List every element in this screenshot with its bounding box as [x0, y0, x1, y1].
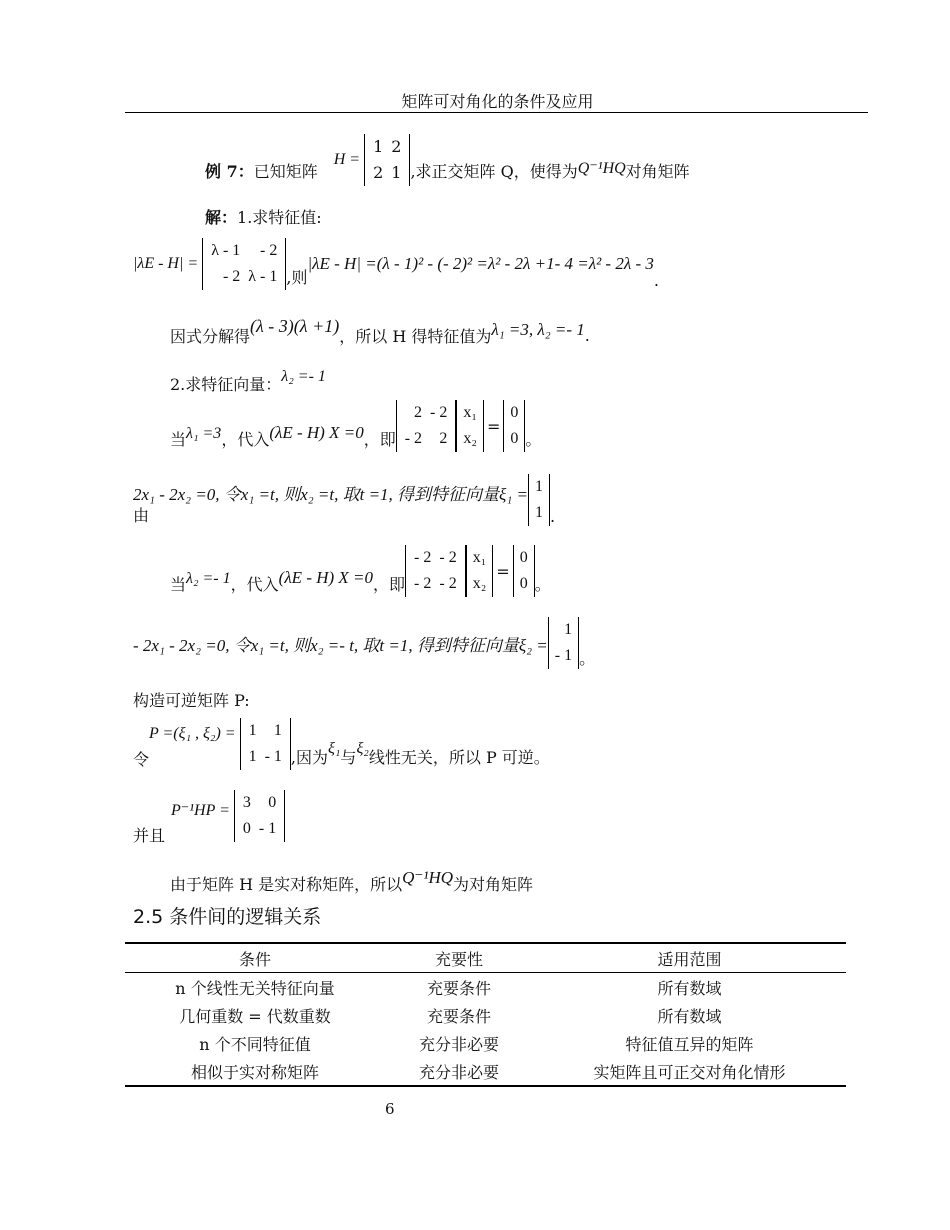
matrix-cell: x₂	[463, 430, 477, 447]
table-row	[125, 1057, 846, 1086]
char-det	[202, 238, 286, 290]
case2-vector	[466, 545, 494, 597]
matrix-cell: - 2	[439, 575, 457, 592]
period: .	[653, 271, 659, 290]
matrix-cell: 0	[510, 404, 519, 421]
matrix-cell: 2	[373, 163, 384, 182]
example-label: 例 7：	[205, 162, 254, 181]
case-sub: ，代入	[230, 575, 279, 594]
table-header-row	[125, 943, 846, 973]
xi2-vector	[548, 617, 579, 669]
period: 。	[579, 649, 596, 668]
matrix-cell: 1	[534, 478, 543, 495]
matrix-cell: 0	[242, 820, 251, 837]
char-poly-line	[133, 238, 659, 290]
table-cell: 实矩阵且可正交对角化情形	[593, 1062, 786, 1082]
matrix-cell: x₁	[472, 549, 487, 566]
xi1-symbol: ξ₁	[328, 740, 341, 757]
table-row	[125, 1029, 846, 1057]
example-text-c: 对角矩阵	[625, 162, 690, 181]
matrix-cell: - 2	[222, 268, 241, 285]
table-header: 条件	[238, 949, 271, 969]
table-cell: 相似于实对称矩阵	[190, 1062, 319, 1082]
p-text-c: 线性无关，所以 P 可逆。	[368, 748, 550, 767]
case-eq: (λE - H) X =0	[278, 568, 374, 587]
step1: 1.求特征值:	[237, 208, 322, 227]
eigvec1-expr: 2x₁ - 2x₂ =0, 令x₁ =t, 则x₂ =t, 取t =1, 得到特征向量ξ₁ =	[133, 484, 528, 504]
and-word: 并且	[133, 826, 166, 845]
section-title: 2.5 条件间的逻辑关系	[133, 906, 322, 928]
case-ie: ，即	[363, 430, 396, 449]
matrix-cell: - 2	[260, 242, 278, 259]
matrix-cell: 1	[391, 163, 402, 182]
example-text-b: ,求正交矩阵 Q，使得为	[410, 162, 578, 181]
case1-zero	[503, 400, 525, 452]
table-cell: n 个线性无关特征向量	[175, 978, 335, 998]
matrix-cell: 1	[534, 504, 543, 521]
conclusion-text-a: 由于矩阵 H 是实对称矩阵，所以	[170, 875, 403, 894]
php-label: P⁻¹HP =	[171, 802, 230, 819]
matrix-cell: 1	[564, 621, 573, 638]
p-label: P =(ξ₁ , ξ₂) =	[149, 725, 236, 742]
matrix-h-label: H =	[333, 151, 361, 168]
factor-text-b: ，所以 H 得特征值为	[339, 327, 492, 346]
equals-sign: =	[496, 561, 510, 581]
eigvec1-line	[133, 474, 555, 526]
char-lhs: |λE - H| =	[133, 255, 199, 272]
eigvec2-expr: - 2x₁ - 2x₂ =0, 令x₁ =t, 则x₂ =- t, 取t =1, 得到特征向量ξ₂ =	[133, 635, 548, 655]
case-ie: ，即	[373, 575, 406, 594]
page-header-title: 矩阵可对角化的条件及应用	[401, 92, 594, 111]
matrix-cell: 0	[510, 430, 519, 447]
solution-label: 解：	[205, 208, 238, 227]
matrix-cell: - 1	[258, 820, 277, 837]
eigenvalues: λ₁ =3, λ₂ =- 1	[491, 319, 585, 339]
page-number: 6	[385, 1100, 395, 1118]
conclusion-line	[170, 860, 533, 895]
table-cell: 充分非必要	[418, 1062, 499, 1082]
matrix-cell: - 2	[439, 549, 457, 566]
matrix-cell: 3	[242, 794, 251, 811]
char-rhs: |λE - H| =(λ - 1)² - (- 2)² =λ² - 2λ +1- 4 =λ² - 2λ - 3	[307, 254, 654, 273]
matrix-cell: 0	[519, 549, 528, 566]
table-cell: 所有数域	[657, 978, 722, 998]
matrix-cell: 0	[268, 794, 277, 811]
table-cell: 几何重数 = 代数重数	[179, 1006, 331, 1026]
period: 。	[525, 430, 542, 449]
header-rule	[125, 112, 868, 113]
case2-matrix	[405, 545, 466, 597]
matrix-cell: 1	[373, 137, 384, 156]
step2-line	[170, 358, 326, 395]
let-word: 令	[133, 750, 150, 769]
expr-qhq: Q⁻¹HQ	[577, 160, 626, 177]
case-lambda: λ₂ =- 1	[186, 570, 231, 587]
conclusion-text-b: 为对角矩阵	[453, 875, 534, 894]
period: 。	[534, 575, 551, 594]
p-matrix	[240, 718, 291, 770]
case-lambda: λ₁ =3	[186, 425, 222, 442]
char-then: ,则	[286, 268, 308, 287]
conclusion-expr: Q⁻¹HQ	[402, 867, 454, 887]
period: .	[584, 326, 590, 345]
matrix-cell: - 2	[414, 575, 432, 592]
step2-expr: λ₂ =- 1	[281, 367, 326, 385]
table-cell: 充分非必要	[418, 1034, 499, 1054]
matrix-cell: 1	[248, 748, 257, 765]
example-text-a: 已知矩阵	[253, 162, 318, 181]
conditions-table	[125, 942, 846, 1087]
p-matrix-line	[133, 718, 550, 770]
factor-expr: (λ - 3)(λ +1)	[250, 316, 340, 336]
table-cell: 所有数域	[657, 1006, 722, 1026]
step2: 2.求特征向量：	[170, 375, 282, 394]
matrix-h	[364, 134, 410, 186]
matrix-cell: λ - 1	[248, 268, 278, 285]
table-cell: 充要条件	[426, 978, 491, 998]
table-row	[125, 1001, 846, 1029]
php-matrix	[234, 790, 285, 842]
eigvec2-line	[133, 617, 595, 669]
php-line	[133, 790, 285, 845]
case-when: 当	[170, 430, 187, 449]
equals-sign: =	[486, 416, 501, 436]
factor-line	[170, 312, 590, 347]
line-prefix: 由	[133, 506, 150, 525]
p-text-a: ,因为	[290, 748, 328, 767]
case-when: 当	[170, 575, 187, 594]
matrix-cell: 2	[414, 404, 423, 421]
matrix-cell: 0	[519, 575, 528, 592]
case2-zero	[513, 545, 535, 597]
matrix-cell: 2	[391, 137, 402, 156]
matrix-cell: - 2	[414, 549, 432, 566]
table-cell: 特征值互异的矩阵	[625, 1034, 754, 1054]
matrix-cell: - 2	[404, 430, 423, 447]
matrix-cell: λ - 1	[211, 242, 241, 259]
table-header: 充要性	[434, 949, 483, 969]
case2-line	[170, 545, 551, 597]
table-cell: n 个不同特征值	[199, 1034, 311, 1054]
matrix-cell: - 2	[430, 404, 448, 421]
matrix-cell: 2	[439, 430, 448, 447]
matrix-cell: 1	[248, 722, 257, 739]
case1-matrix	[396, 400, 457, 452]
factor-text: 因式分解得	[170, 327, 251, 346]
xi1-vector	[528, 474, 550, 526]
example-line	[205, 134, 690, 186]
case-eq: (λE - H) X =0	[269, 423, 364, 442]
table-cell: 充要条件	[426, 1006, 491, 1026]
build-line: 构造可逆矩阵 P:	[133, 691, 250, 710]
table-row	[125, 973, 846, 1002]
xi2-symbol: ξ₂	[356, 740, 369, 757]
matrix-cell: x₁	[463, 404, 477, 421]
matrix-cell: - 1	[264, 748, 282, 765]
solution-line	[205, 205, 322, 228]
matrix-cell: - 1	[554, 647, 573, 664]
matrix-cell: x₂	[472, 575, 487, 592]
p-text-b: 与	[340, 748, 357, 767]
case1-line	[170, 400, 541, 452]
case1-vector	[456, 400, 484, 452]
table-header: 适用范围	[657, 949, 722, 969]
case-sub: ，代入	[221, 430, 270, 449]
matrix-cell: 1	[273, 722, 282, 739]
period: .	[549, 507, 556, 526]
